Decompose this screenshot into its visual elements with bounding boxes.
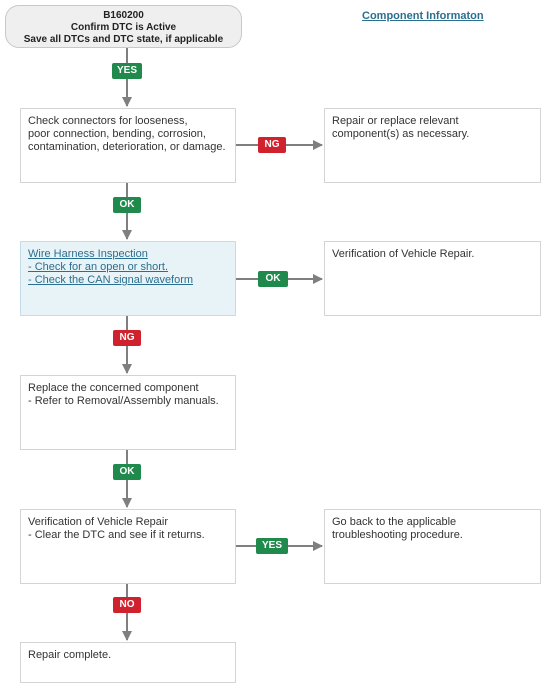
repair-replace-line-1: Repair or replace relevant <box>332 115 459 127</box>
replace-component-line-2: - Refer to Removal/Assembly manuals. <box>28 395 219 407</box>
repair-replace-line-2: component(s) as necessary. <box>332 128 470 140</box>
check-connectors-line-2: poor connection, bending, corrosion, <box>28 128 206 140</box>
go-back-line-1: Go back to the applicable <box>332 516 457 528</box>
verification-2-line-2: - Clear the DTC and see if it returns. <box>28 529 205 541</box>
check-connectors-box <box>20 108 236 183</box>
repair-complete-box <box>20 642 236 683</box>
check-open-short-link[interactable]: - Check for an open or short. <box>28 261 169 273</box>
ok-badge-1: OK <box>113 197 141 213</box>
replace-component-line-1: Replace the concerned component <box>28 382 199 394</box>
verification-box-2 <box>20 509 236 584</box>
ok-badge-3: OK <box>113 464 141 480</box>
repair-replace-box <box>324 108 541 183</box>
no-badge-1: NO <box>113 597 141 613</box>
start-node <box>5 5 242 48</box>
ng-badge-1: NG <box>258 137 286 153</box>
check-connectors-line-1: Check connectors for looseness, <box>28 115 188 127</box>
yes-badge-2: YES <box>256 538 288 554</box>
check-connectors-line-3: contamination, deterioration, or damage. <box>28 141 226 153</box>
yes-badge-1: YES <box>112 63 142 79</box>
ng-badge-2: NG <box>113 330 141 346</box>
repair-complete-line: Repair complete. <box>28 649 112 661</box>
go-back-box <box>324 509 541 584</box>
verification-1-line: Verification of Vehicle Repair. <box>332 248 475 260</box>
check-can-waveform-link[interactable]: - Check the CAN signal waveform <box>28 274 194 286</box>
verification-box-1 <box>324 241 541 316</box>
go-back-line-2: troubleshooting procedure. <box>332 529 463 541</box>
verification-2-line-1: Verification of Vehicle Repair <box>28 516 169 528</box>
component-information-link[interactable]: Component Informaton <box>362 10 484 22</box>
wire-harness-box <box>20 241 236 316</box>
ok-badge-2: OK <box>258 271 288 287</box>
replace-component-box <box>20 375 236 450</box>
confirm-dtc-text: Confirm DTC is Active <box>70 22 177 33</box>
dtc-code: B160200 <box>103 10 144 21</box>
wire-harness-inspection-link[interactable]: Wire Harness Inspection <box>28 248 148 260</box>
save-dtcs-text: Save all DTCs and DTC state, if applicable <box>23 34 224 45</box>
